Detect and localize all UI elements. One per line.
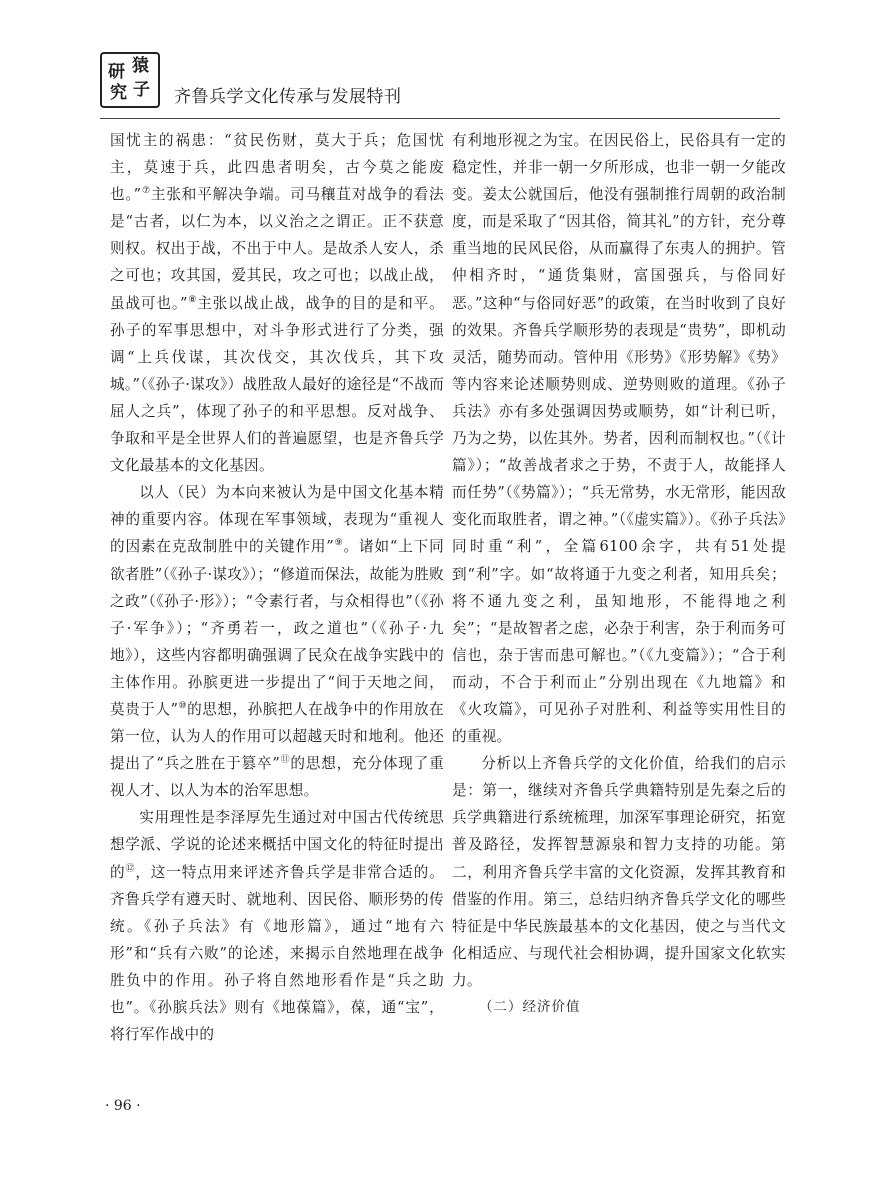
footnote-ref: ⑪	[280, 755, 291, 766]
logo-char: 研	[108, 62, 125, 82]
text-run: 的思想，充分体现了重视人才、以人为本的治军思想。	[110, 755, 444, 800]
text-run: 的思想，孙膑把人在战争中的作用放在第一位，认为人的作用可以超越天时和地利。他还提出了“兵之胜在于篡卒”	[110, 700, 444, 773]
text-run: 以人（民）为本向来被认为是中国文化基本精神的重要内容。体现在军事领域，表现为“重视人的因素在克敌制胜中的关键作用”	[110, 484, 444, 556]
page-header	[100, 48, 780, 118]
footnote-ref: ⑩	[178, 701, 188, 712]
text-run: 主张和平解决争端。司马穰苴对战争的看法是“古者，以仁为本，以义治之之谓正。正不获意则权。权出于战，不出于中人。是故杀人安人，杀之可也；攻其国，爱其民，攻之可也；以战止战，虽战可也。”	[110, 186, 444, 312]
right-column	[452, 127, 786, 1021]
page-number: · 96 ·	[105, 1098, 141, 1114]
logo-char: 猿	[132, 56, 149, 76]
journal-logo	[100, 52, 160, 108]
paragraph: 分析以上齐鲁兵学的文化价值，给我们的启示是：第一，继续对齐鲁兵学典籍特别是先秦之后的兵学典籍进行系统梳理，加深军事理论研究，拓宽普及路径，发挥智慧源泉和智力支持的功能。第二，利用齐鲁兵学丰富的文化资源，发挥其教育和借鉴的作用。第三，总结归纳齐鲁兵学文化的哪些特征是中华民族最基本的文化基因，使之与当代文化相适应、与现代社会相协调，提升国家文化软实力。	[452, 755, 786, 989]
logo-char: 究	[110, 83, 127, 103]
paragraph	[110, 804, 444, 1048]
paragraph: 有利地形视之为宝。在因民俗上，民俗具有一定的稳定性，并非一朝一夕所形成，也非一朝一夕能改变。姜太公就国后，他没有强制推行周朝的政治制度，而是采取了“因其俗，简其礼”的方针，充分尊重当地的民风民俗，从而赢得了东夷人的拥护。管仲相齐时，“通货集财，富国强兵，与俗同好恶。”这种“与俗同好恶”的政策，在当时收到了良好的效果。齐鲁兵学顺形势的表现是“贵势”，即机动灵活，随势而动。管仲用《形势》《形势解》《势》等内容来论述顺势则成、逆势则败的道理。《孙子兵法》亦有多处强调因势或顺势，如“计利已听，乃为之势，以佐其外。势者，因利而制权也。”（《计篇》）；“故善战者求之于势，不责于人，故能择人而任势”（《势篇》）；“兵无常势，水无常形，能因敌变化而取胜者，谓之神。”（《虚实篇》）。《孙子兵法》同时重“利”，全篇6100余字，共有51处提到“利”字。如“故将通于九变之利者，知用兵矣；将不通九变之利，虽知地形，不能得地之利矣”；“是故智者之虑，必杂于利害，杂于利而务可信也，杂于害而患可解也。”（《九变篇》）；“合于利而动，不合于利而止”分别出现在《九地篇》和《火攻篇》，可见孙子对胜利、利益等实用性目的的重视。	[452, 132, 786, 746]
footnote-ref: ⑦	[141, 186, 151, 197]
footnote-ref: ⑨	[334, 538, 344, 549]
text-run: 国忧主的祸患：“贫民伤财，莫大于兵；危国忧主，莫速于兵，此四患者明矣，古今莫之能废也。”	[110, 132, 444, 204]
text-run: 。诸如“上下同欲者胜”（《孙子·谋攻》）；“修道而保法，故能为胜败之政”（《孙子·形》）；“令素行者，与众相得也”（《孙子·军争》）；“齐勇若一，政之道也”（《孙子·九地》），这些内容都明确强调了民众在战争实践中的主体作用。孙膑更进一步提出了“间于天地之间，莫贵于人”	[110, 538, 445, 718]
left-column	[110, 127, 444, 1048]
paragraph	[110, 127, 444, 479]
footnote-ref: ⑧	[187, 294, 198, 305]
text-run: ，这一特点用来评述齐鲁兵学是非常合适的。齐鲁兵学有遵天时、就地利、因民俗、顺形势的传统。《孙子兵法》有《地形篇》，通过“地有六形”和“兵有六败”的论述，来揭示自然地理在战争胜负中的作用。孙子将自然地形看作是“兵之助也”。《孙膑兵法》则有《地葆篇》，葆，通“宝”，将行军作战中的	[110, 863, 444, 1044]
section-subheading: （二）经济价值	[479, 999, 581, 1015]
header-rule	[100, 118, 780, 119]
text-run: 主张以战止战，战争的目的是和平。孙子的军事思想中，对斗争形式进行了分类，强调“上兵伐谋，其次伐交，其次伐兵，其下攻城。”（《孙子·谋攻》）战胜敌人最好的途径是“不战而屈人之兵”，体现了孙子的和平思想。反对战争、争取和平是全世界人们的普遍愿望，也是齐鲁兵学文化最基本的文化基因。	[110, 294, 444, 475]
text-run: 实用理性是李泽厚先生通过对中国古代传统思想学派、学说的论述来概括中国文化的特征时提出的	[110, 809, 444, 881]
logo-char: 子	[133, 80, 150, 100]
paragraph	[110, 479, 444, 804]
footnote-ref: ⑫	[125, 863, 136, 874]
journal-title: 齐鲁兵学文化传承与发展特刊	[174, 87, 402, 107]
